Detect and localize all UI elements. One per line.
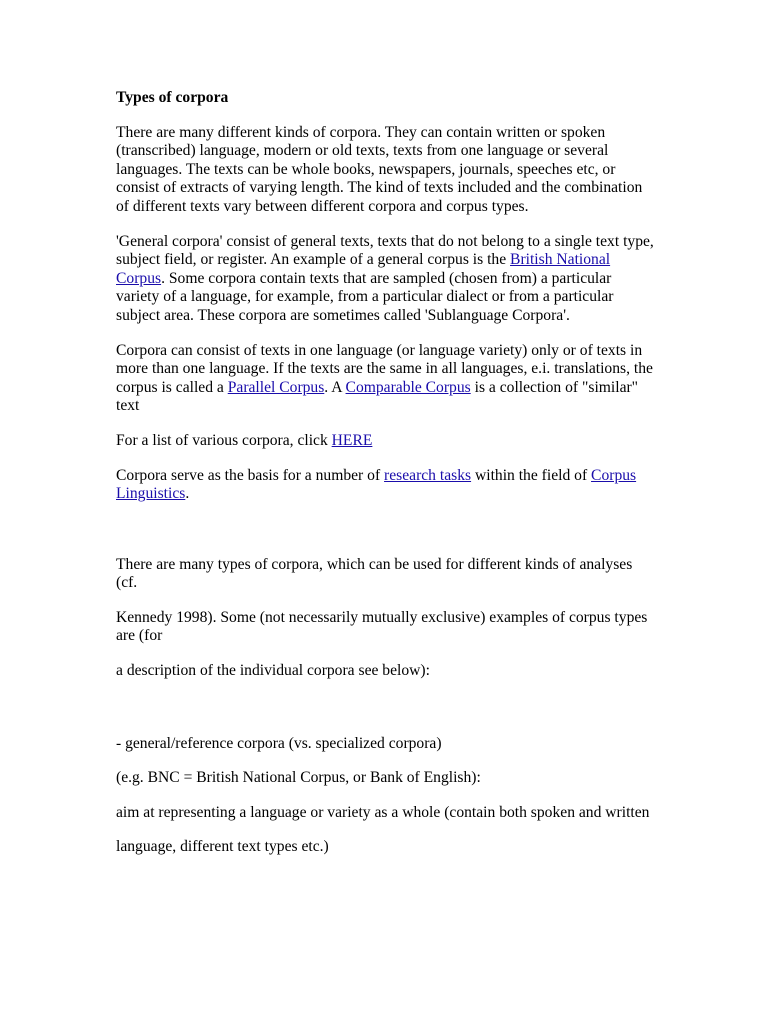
document-page (116, 89, 656, 857)
text-segment: Corpora can consist of texts in one language (or language variety) only or of texts in more than one language. If the texts are the same in all languages, e.i. translations, the corpus is called a (116, 341, 653, 396)
text-segment: . (185, 485, 190, 503)
paragraph-bnc-example: (e.g. BNC = British National Corpus, or Bank of English): (116, 769, 481, 787)
paragraph-list-of-corpora (116, 432, 656, 451)
paragraph-general-reference: - general/reference corpora (vs. specialized corpora) (116, 734, 442, 752)
paragraph-corpus-linguistics (116, 467, 656, 504)
paragraph-types-of-corpora: There are many types of corpora, which can be used for different kinds of analyses (cf. (116, 555, 633, 592)
paragraph-kinds-of-corpora: There are many different kinds of corpora. They can contain written or spoken (transcribed) language, modern or old texts, texts from one language or several languages. The texts can be whole books, newspapers, journals, speeches etc, or consist of extracts of varying length. The kind of texts included and the combination of different texts vary between different corpora and corpus types. (116, 123, 643, 215)
text-segment: . Some corpora contain texts that are sampled (chosen from) a particular variety of a language, for example, from a particular dialect or from a particular subject area. These corpora are sometimes called 'Sublanguage Corpora'. (116, 269, 614, 324)
section-heading: Types of corpora (116, 89, 229, 106)
link-corpus-linguistics[interactable]: Corpus Linguistics (116, 466, 637, 503)
text-segment: within the field of (471, 466, 592, 484)
text-segment: 'General corpora' consist of general texts, texts that do not belong to a single text type, subject field, or register. An example of a general corpus is the (116, 232, 654, 269)
paragraph-general-corpora (116, 233, 656, 326)
text-segment: Corpora serve as the basis for a number of (116, 466, 385, 484)
link-comparable-corpus[interactable]: Comparable Corpus (345, 378, 471, 396)
text-segment: For a list of various corpora, click (116, 431, 332, 449)
link-british-national-corpus[interactable]: British National Corpus (116, 251, 611, 287)
paragraph-language-types: language, different text types etc.) (116, 838, 329, 856)
paragraph-kennedy: Kennedy 1998). Some (not necessarily mutually exclusive) examples of corpus types are (for (116, 608, 648, 645)
paragraph-aim: aim at representing a language or variety as a whole (contain both spoken and written (116, 803, 650, 821)
text-segment: is a collection of "similar" text (116, 378, 639, 415)
link-here[interactable]: HERE (331, 431, 373, 449)
paragraph-parallel-comparable (116, 342, 656, 416)
paragraph-description: a description of the individual corpora see below): (116, 662, 430, 680)
link-research-tasks[interactable]: research tasks (384, 466, 472, 484)
link-parallel-corpus[interactable]: Parallel Corpus (227, 378, 325, 396)
text-segment: . A (324, 378, 346, 396)
